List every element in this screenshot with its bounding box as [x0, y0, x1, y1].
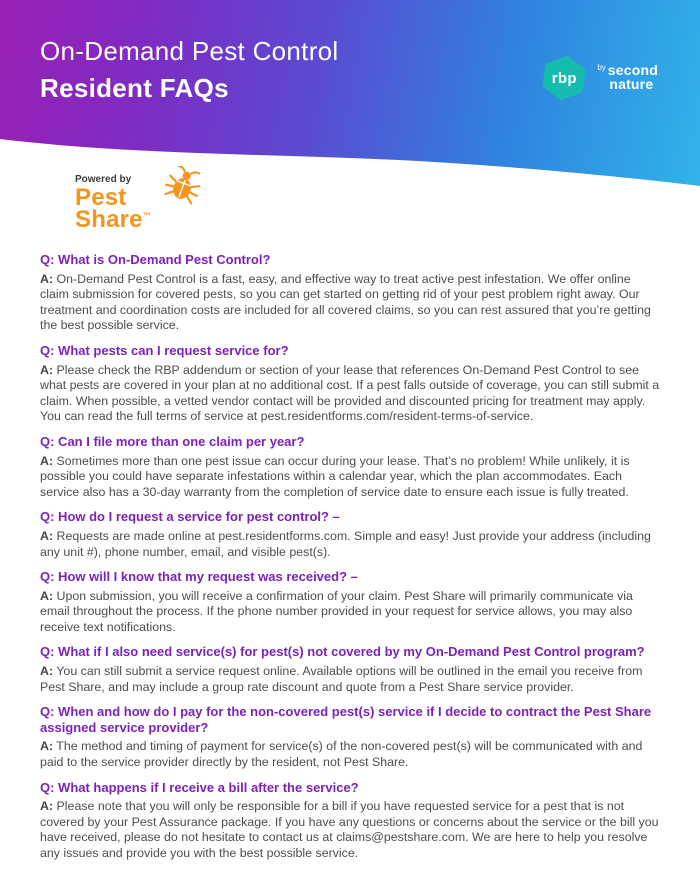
header-banner: [0, 0, 700, 188]
answer-text: Upon submission, you will receive a confirmation of your claim. Pest Share will primarily communicate via email throughout the process. If the phone number provided in your request for service allows, you may also receive text notifications.: [40, 588, 633, 634]
faq-item: [40, 704, 662, 770]
answer-text: Sometimes more than one pest issue can occur during your lease. That’s no problem! While unlikely, it is possible you could have separate infestations within a calendar year, which the plan accommodates. Each service also has a 30-day warranty from the completion of service date to ensure each issue is fully treated.: [40, 453, 630, 499]
page-subtitle: Resident FAQs: [40, 73, 229, 103]
nature-word: nature: [609, 76, 654, 92]
answer-text: On-Demand Pest Control is a fast, easy, and effective way to treat active pest infestation. We offer online claim submission for covered pests, so you can get started on getting rid of your pest problem right away. Our treatment and coordination costs are included for all covered claims, so you can rest assured that you’re getting the best possible service.: [40, 271, 651, 333]
rbp-badge-text: rbp: [551, 69, 577, 87]
faq-answer: [40, 529, 662, 560]
pestshare-logo: [75, 174, 265, 238]
faq-question: Q: What if I also need service(s) for pest(s) not covered by my On-Demand Pest Control program?: [40, 644, 645, 660]
faq-answer: [40, 272, 662, 334]
answer-text: You can still submit a service request online. Available options will be outlined in the email you receive from Pest Share, and may include a group rate discount and quote from a Pest Share service provider.: [40, 664, 643, 694]
answer-label: A:: [40, 362, 54, 377]
faq-answer: [40, 363, 662, 425]
faq-question: Q: When and how do I pay for the non-covered pest(s) service if I decide to contract the Pest Share assigned service provider?: [40, 704, 652, 735]
second-nature-wordmark: [597, 63, 658, 93]
bug-icon: [163, 166, 203, 206]
powered-by-label: Powered by: [75, 174, 132, 185]
trademark-symbol: ™: [142, 211, 151, 221]
answer-label: A:: [40, 271, 54, 286]
faq-item: [40, 509, 662, 560]
answer-text: Please check the RBP addendum or section of your lease that references On-Demand Pest Control to see what pests are covered in your plan at no additional cost. If a pest falls outside of coverage, you can still submit a claim. When possible, a vetted vendor contact will be provided and discounted pricing for treatment may apply. You can read the full terms of service at pest.residentforms.com/resident-terms-of-service.: [40, 362, 660, 424]
faq-list: [0, 252, 700, 862]
answer-text: Requests are made online at pest.residentforms.com. Simple and easy! Just provide your address (including any unit #), phone number, email, and visible pest(s).: [40, 528, 651, 559]
faq-item: [40, 780, 662, 862]
answer-label: A:: [40, 528, 54, 543]
faq-answer: [40, 739, 662, 770]
pest-word: Pest: [75, 184, 127, 211]
faq-answer: [40, 799, 662, 861]
answer-text: Please note that you will only be responsible for a bill if you have requested service for a pest that is not covered by your Pest Assurance package. If you have any questions or concerns about the service or the bill you have received, please do not hesitate to contact us at claims@pestshare.com. We are here to help you resolve any issues and provide you with the best possible service.: [40, 799, 659, 860]
faq-question: Q: What is On-Demand Pest Control?: [40, 252, 271, 267]
answer-label: A:: [40, 588, 54, 603]
answer-label: A:: [40, 799, 54, 814]
share-word: Share: [75, 206, 143, 234]
rbp-hexagon-icon: [540, 54, 588, 102]
answer-label: A:: [40, 453, 54, 468]
page-title: On-Demand Pest Control: [40, 36, 339, 66]
header-text-block: [40, 36, 339, 104]
faq-question: Q: Can I file more than one claim per year?: [40, 433, 305, 449]
faq-answer: [40, 589, 662, 636]
faq-item: [40, 644, 662, 695]
rbp-second-nature-logo: [540, 54, 658, 102]
faq-question: Q: What happens if I receive a bill after the service?: [40, 779, 359, 795]
answer-text: The method and timing of payment for service(s) of the non-covered pest(s) will be communicated with and paid to the service provider directly by the resident, not Pest Share.: [40, 739, 643, 770]
faq-question: Q: How do I request a service for pest control? –: [40, 509, 340, 525]
faq-item: [40, 343, 662, 425]
faq-item: [40, 569, 662, 635]
faq-question: Q: What pests can I request service for?: [40, 342, 289, 358]
second-word: second: [607, 62, 658, 78]
faq-item: [40, 252, 662, 334]
faq-item: [40, 434, 662, 500]
by-label: by: [597, 63, 606, 72]
answer-label: A:: [40, 664, 54, 679]
faq-question: Q: How will I know that my request was received? –: [40, 569, 358, 585]
answer-label: A:: [40, 739, 54, 754]
faq-answer: [40, 454, 662, 501]
faq-answer: [40, 664, 662, 695]
